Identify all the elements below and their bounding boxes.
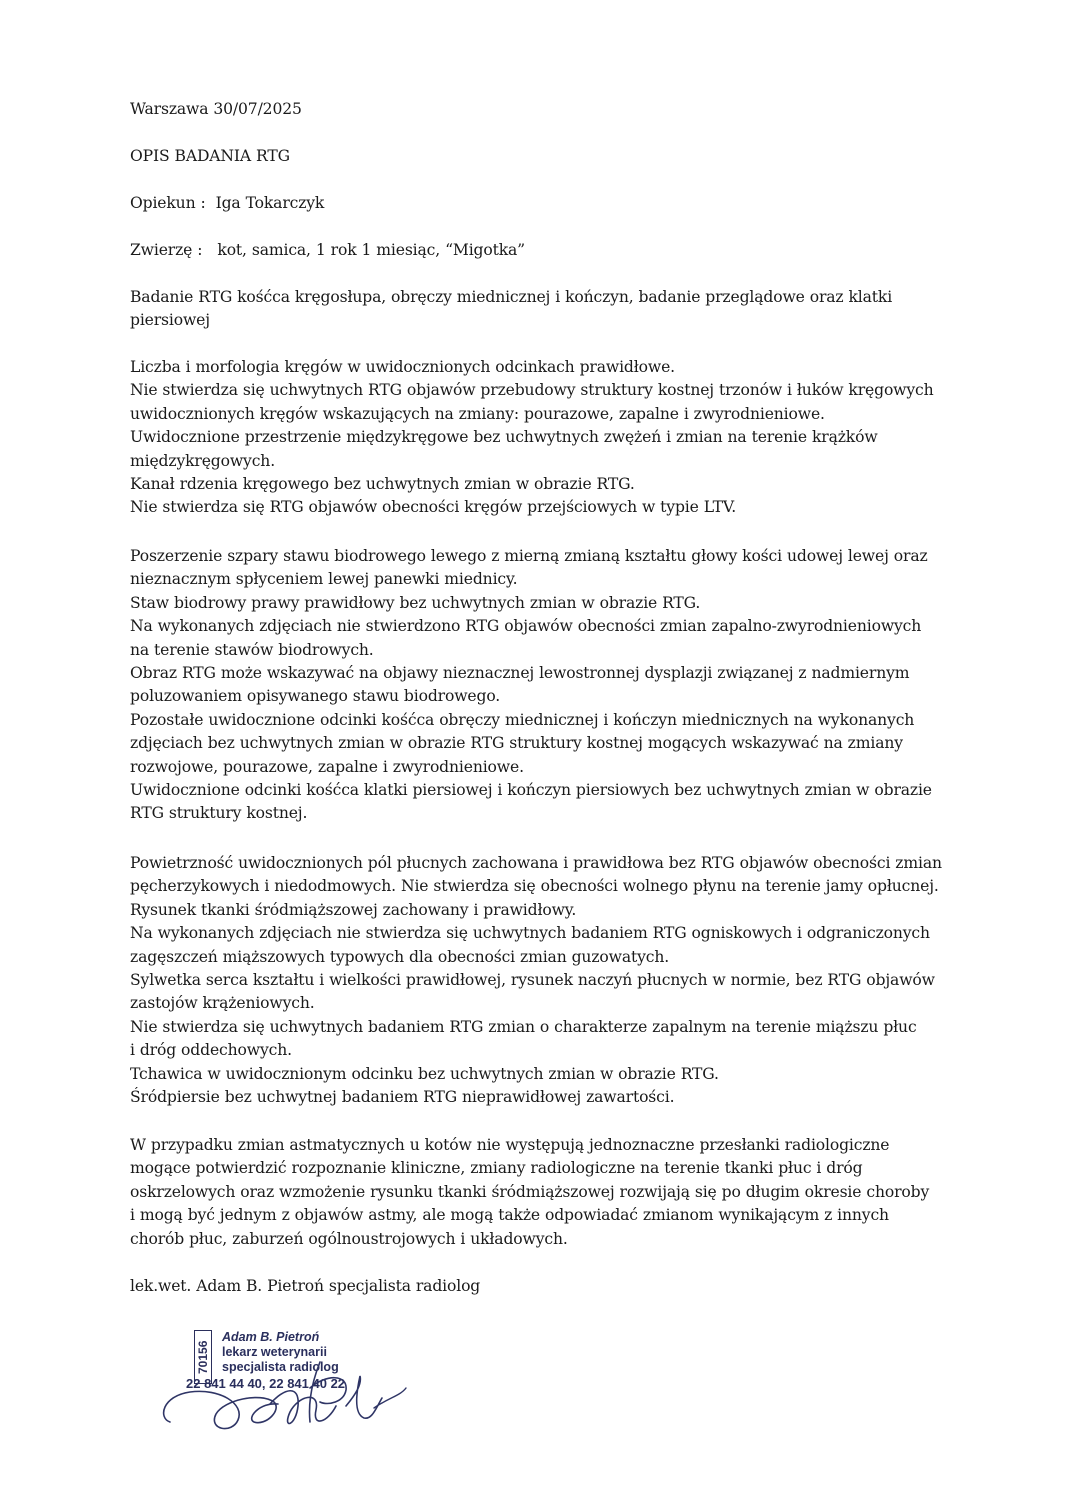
- document-title: [130, 145, 960, 168]
- animal-value: kot, samica, 1 rok 1 miesiąc, “Migotka”: [217, 241, 525, 259]
- place-date: [130, 98, 960, 121]
- hip-line: Staw biodrowy prawy prawidłowy bez uchwytnych zmian w obrazie RTG.: [130, 593, 701, 612]
- hip-line: poluzowaniem opisywanego stawu biodrowego.: [130, 687, 501, 706]
- hip-line: zdjęciach bez uchwytnych zmian w obrazie RTG struktury kostnej mogących wskazywać na zmiany: [130, 734, 903, 753]
- hip-line: nieznacznym spłyceniem lewej panewki miednicy.: [130, 570, 518, 589]
- animal-row: [130, 239, 960, 262]
- doctor-stamp: [150, 1318, 430, 1438]
- hip-line: na terenie stawów biodrowych.: [130, 640, 374, 659]
- hip-line: Pozostałe uwidocznione odcinki kośćca obręczy miednicznej i kończyn miednicznych na wykonanych: [130, 710, 915, 729]
- spine-line: Nie stwierdza się uchwytnych RTG objawów przebudowy struktury kostnej trzonów i łuków kręgowych: [130, 381, 934, 400]
- spine-line: Liczba i morfologia kręgów w uwidocznionych odcinkach prawidłowe.: [130, 358, 675, 376]
- exam-description-line: Badanie RTG kośćca kręgosłupa, obręczy miednicznej i kończyn, badanie przeglądowe oraz klatki: [130, 288, 893, 306]
- asthma-line: i mogą być jednym z objawów astmy, ale mogą także odpowiadać zmianom wynikającym z innych: [130, 1206, 889, 1225]
- thorax-line: zastojów krążeniowych.: [130, 994, 315, 1013]
- thorax-line: Rysunek tkanki śródmiąższowej zachowany i prawidłowy.: [130, 900, 577, 919]
- place-date-text: Warszawa 30/07/2025: [130, 100, 302, 118]
- spine-line: uwidocznionych kręgów wskazujących na zmiany: pourazowe, zapalne i zwyrodnieniowe.: [130, 404, 825, 423]
- thorax-line: Tchawica w uwidocznionym odcinku bez uchwytnych zmian w obrazie RTG.: [130, 1064, 719, 1083]
- signature-line: [130, 1275, 960, 1298]
- hip-line: rozwojowe, pourazowe, zapalne i zwyrodnieniowe.: [130, 757, 524, 776]
- asthma-line: mogące potwierdzić rozpoznanie kliniczne, zmiany radiologiczne na terenie tkanki płuc i dróg: [130, 1159, 863, 1178]
- stamp-title-line2: specjalista radiolog: [222, 1360, 339, 1374]
- animal-label: Zwierzę :: [130, 241, 203, 259]
- asthma-line: oskrzelowych oraz wzmożenie rysunku tkanki śródmiąższowej rozwijają się po długim okresie choroby: [130, 1182, 930, 1201]
- signature-line-text: lek.wet. Adam B. Pietroń specjalista radiolog: [130, 1277, 481, 1295]
- stamp-phones: 22 841 44 40, 22 841 40 22: [186, 1376, 346, 1391]
- stamp-license-number: 70156: [194, 1330, 212, 1384]
- handwritten-signature: [150, 1318, 430, 1438]
- spine-section: [130, 356, 960, 520]
- owner-name: Iga Tokarczyk: [215, 194, 325, 212]
- thorax-line: Na wykonanych zdjęciach nie stwierdza się uchwytnych badaniem RTG ogniskowych i odgraniczonych: [130, 924, 930, 943]
- thorax-line: Śródpiersie bez uchwytnej badaniem RTG nieprawidłowej zawartości.: [130, 1088, 675, 1107]
- stamp-name: Adam B. Pietroń: [222, 1330, 320, 1344]
- exam-description-line: piersiowej: [130, 311, 210, 330]
- thorax-section: [130, 852, 960, 1109]
- hip-line: Uwidocznione odcinki kośćca klatki piersiowej i kończyn piersiowych bez uchwytnych zmian w obrazie: [130, 781, 932, 800]
- thorax-line: Sylwetka serca kształtu i wielkości prawidłowej, rysunek naczyń płucnych w normie, bez RTG objawów: [130, 971, 935, 990]
- thorax-line: Powietrzność uwidocznionych pól płucnych zachowana i prawidłowa bez RTG objawów obecności zmian: [130, 854, 942, 872]
- hip-line: Obraz RTG może wskazywać na objawy nieznacznej lewostronnej dysplazji związanej z nadmiernym: [130, 664, 910, 683]
- asthma-section: [130, 1134, 960, 1251]
- hip-line: Na wykonanych zdjęciach nie stwierdzono RTG objawów obecności zmian zapalno-zwyrodnieniowych: [130, 617, 922, 636]
- thorax-line: pęcherzykowych i niedodmowych. Nie stwierdza się obecności wolnego płynu na terenie jamy opłucnej.: [130, 877, 939, 896]
- owner-row: [130, 192, 960, 215]
- asthma-line: chorób płuc, zaburzeń ogólnoustrojowych i układowych.: [130, 1229, 568, 1248]
- hip-section: [130, 545, 960, 826]
- exam-description: [130, 286, 960, 333]
- hip-line: Poszerzenie szpary stawu biodrowego lewego z mierną zmianą kształtu głowy kości udowej lewej oraz: [130, 547, 928, 565]
- thorax-line: Nie stwierdza się uchwytnych badaniem RTG zmian o charakterze zapalnym na terenie miąższu płuc: [130, 1017, 917, 1036]
- thorax-line: i dróg oddechowych.: [130, 1041, 292, 1060]
- owner-line: [130, 192, 960, 215]
- spine-line: Uwidocznione przestrzenie międzykręgowe bez uchwytnych zwężeń i zmian na terenie krążków: [130, 428, 878, 447]
- hip-line: RTG struktury kostnej.: [130, 804, 308, 823]
- stamp-title-line1: lekarz weterynarii: [222, 1345, 327, 1359]
- document-title-text: OPIS BADANIA RTG: [130, 147, 290, 165]
- spine-line: Nie stwierdza się RTG objawów obecności kręgów przejściowych w typie LTV.: [130, 498, 737, 517]
- thorax-line: zagęszczeń miąższowych typowych dla obecności zmian guzowatych.: [130, 947, 670, 966]
- animal-line: [130, 239, 960, 262]
- asthma-line: W przypadku zmian astmatycznych u kotów nie występują jednoznaczne przesłanki radiologiczne: [130, 1136, 890, 1154]
- owner-label: Opiekun :: [130, 194, 206, 212]
- spine-line: Kanał rdzenia kręgowego bez uchwytnych zmian w obrazie RTG.: [130, 475, 635, 494]
- spine-line: międzykręgowych.: [130, 451, 276, 470]
